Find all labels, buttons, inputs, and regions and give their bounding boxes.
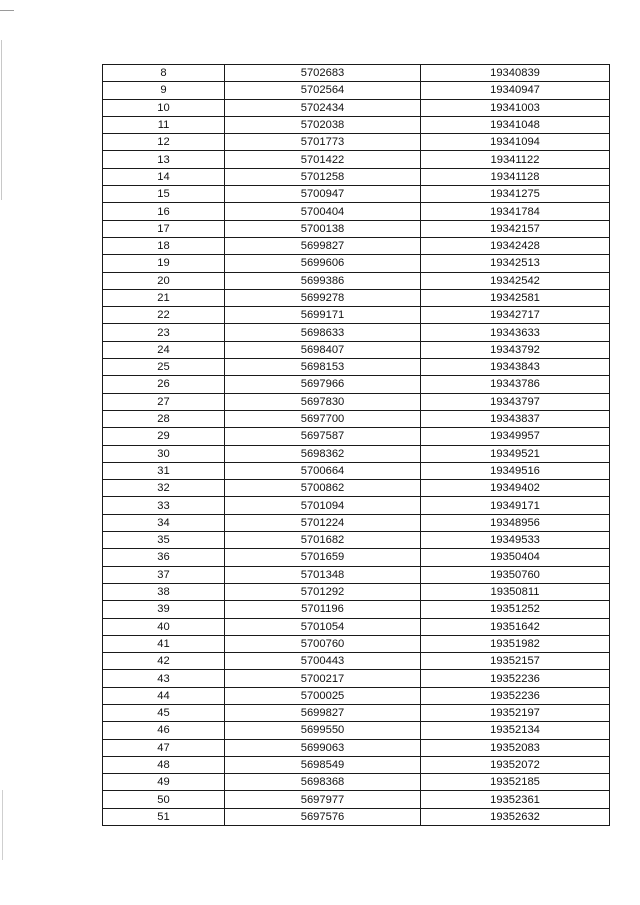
- point-number-cell: 27: [103, 393, 225, 410]
- point-number-cell: 30: [103, 445, 225, 462]
- y-coordinate-cell: 19341122: [421, 151, 610, 168]
- x-coordinate-cell: 5698549: [225, 756, 421, 773]
- x-coordinate-cell: 5701348: [225, 566, 421, 583]
- scan-artifact: [1, 40, 2, 200]
- y-coordinate-cell: 19352157: [421, 653, 610, 670]
- y-coordinate-cell: 19342428: [421, 237, 610, 254]
- point-number-cell: 51: [103, 808, 225, 825]
- point-number-cell: 41: [103, 635, 225, 652]
- point-number-cell: 12: [103, 134, 225, 151]
- x-coordinate-cell: 5697966: [225, 376, 421, 393]
- x-coordinate-cell: 5700760: [225, 635, 421, 652]
- y-coordinate-cell: 19350811: [421, 583, 610, 600]
- y-coordinate-cell: 19342157: [421, 220, 610, 237]
- table-row: [103, 808, 610, 825]
- point-number-cell: 13: [103, 151, 225, 168]
- y-coordinate-cell: 19351642: [421, 618, 610, 635]
- y-coordinate-cell: 19342513: [421, 255, 610, 272]
- point-number-cell: 34: [103, 514, 225, 531]
- point-number-cell: 49: [103, 774, 225, 791]
- x-coordinate-cell: 5700664: [225, 462, 421, 479]
- y-coordinate-cell: 19351252: [421, 601, 610, 618]
- point-number-cell: 38: [103, 583, 225, 600]
- point-number-cell: 29: [103, 428, 225, 445]
- table-row: [103, 497, 610, 514]
- point-number-cell: 37: [103, 566, 225, 583]
- table-row: [103, 635, 610, 652]
- y-coordinate-cell: 19343837: [421, 410, 610, 427]
- y-coordinate-cell: 19341003: [421, 99, 610, 116]
- y-coordinate-cell: 19352236: [421, 687, 610, 704]
- table-row: [103, 307, 610, 324]
- table-row: [103, 618, 610, 635]
- x-coordinate-cell: 5702683: [225, 65, 421, 82]
- point-number-cell: 32: [103, 480, 225, 497]
- table-row: [103, 116, 610, 133]
- point-number-cell: 39: [103, 601, 225, 618]
- y-coordinate-cell: 19342542: [421, 272, 610, 289]
- x-coordinate-cell: 5699386: [225, 272, 421, 289]
- x-coordinate-cell: 5700947: [225, 186, 421, 203]
- point-number-cell: 40: [103, 618, 225, 635]
- table-row: [103, 324, 610, 341]
- x-coordinate-cell: 5701659: [225, 549, 421, 566]
- table-row: [103, 445, 610, 462]
- point-number-cell: 36: [103, 549, 225, 566]
- y-coordinate-cell: 19352083: [421, 739, 610, 756]
- point-number-cell: 15: [103, 186, 225, 203]
- x-coordinate-cell: 5699278: [225, 289, 421, 306]
- point-number-cell: 11: [103, 116, 225, 133]
- y-coordinate-cell: 19352236: [421, 670, 610, 687]
- table-row: [103, 393, 610, 410]
- table-row: [103, 687, 610, 704]
- y-coordinate-cell: 19349533: [421, 532, 610, 549]
- x-coordinate-cell: 5701196: [225, 601, 421, 618]
- x-coordinate-cell: 5701422: [225, 151, 421, 168]
- point-number-cell: 26: [103, 376, 225, 393]
- point-number-cell: 50: [103, 791, 225, 808]
- y-coordinate-cell: 19352632: [421, 808, 610, 825]
- table-row: [103, 65, 610, 82]
- point-number-cell: 8: [103, 65, 225, 82]
- y-coordinate-cell: 19349516: [421, 462, 610, 479]
- x-coordinate-cell: 5699063: [225, 739, 421, 756]
- y-coordinate-cell: 19341128: [421, 168, 610, 185]
- table-row: [103, 186, 610, 203]
- table-row: [103, 514, 610, 531]
- x-coordinate-cell: 5701054: [225, 618, 421, 635]
- point-number-cell: 14: [103, 168, 225, 185]
- table-row: [103, 670, 610, 687]
- point-number-cell: 25: [103, 359, 225, 376]
- table-row: [103, 601, 610, 618]
- point-number-cell: 28: [103, 410, 225, 427]
- y-coordinate-cell: 19352134: [421, 722, 610, 739]
- y-coordinate-cell: 19340947: [421, 82, 610, 99]
- x-coordinate-cell: 5701292: [225, 583, 421, 600]
- point-number-cell: 21: [103, 289, 225, 306]
- point-number-cell: 45: [103, 704, 225, 721]
- x-coordinate-cell: 5698368: [225, 774, 421, 791]
- x-coordinate-cell: 5700025: [225, 687, 421, 704]
- coordinates-table-body: [103, 65, 610, 826]
- x-coordinate-cell: 5698407: [225, 341, 421, 358]
- y-coordinate-cell: 19348956: [421, 514, 610, 531]
- scan-artifact: [2, 790, 3, 860]
- y-coordinate-cell: 19340839: [421, 65, 610, 82]
- point-number-cell: 10: [103, 99, 225, 116]
- table-row: [103, 722, 610, 739]
- y-coordinate-cell: 19349171: [421, 497, 610, 514]
- x-coordinate-cell: 5697587: [225, 428, 421, 445]
- y-coordinate-cell: 19349521: [421, 445, 610, 462]
- x-coordinate-cell: 5698362: [225, 445, 421, 462]
- y-coordinate-cell: 19350760: [421, 566, 610, 583]
- x-coordinate-cell: 5700443: [225, 653, 421, 670]
- table-row: [103, 237, 610, 254]
- x-coordinate-cell: 5702564: [225, 82, 421, 99]
- point-number-cell: 17: [103, 220, 225, 237]
- x-coordinate-cell: 5697700: [225, 410, 421, 427]
- y-coordinate-cell: 19343786: [421, 376, 610, 393]
- x-coordinate-cell: 5699827: [225, 704, 421, 721]
- point-number-cell: 43: [103, 670, 225, 687]
- y-coordinate-cell: 19349957: [421, 428, 610, 445]
- x-coordinate-cell: 5699171: [225, 307, 421, 324]
- point-number-cell: 47: [103, 739, 225, 756]
- y-coordinate-cell: 19342717: [421, 307, 610, 324]
- table-row: [103, 134, 610, 151]
- x-coordinate-cell: 5701773: [225, 134, 421, 151]
- x-coordinate-cell: 5702038: [225, 116, 421, 133]
- point-number-cell: 31: [103, 462, 225, 479]
- y-coordinate-cell: 19342581: [421, 289, 610, 306]
- x-coordinate-cell: 5698153: [225, 359, 421, 376]
- x-coordinate-cell: 5699550: [225, 722, 421, 739]
- table-row: [103, 739, 610, 756]
- table-row: [103, 376, 610, 393]
- y-coordinate-cell: 19343797: [421, 393, 610, 410]
- x-coordinate-cell: 5699606: [225, 255, 421, 272]
- table-row: [103, 410, 610, 427]
- table-row: [103, 791, 610, 808]
- table-row: [103, 99, 610, 116]
- y-coordinate-cell: 19352185: [421, 774, 610, 791]
- table-row: [103, 549, 610, 566]
- table-row: [103, 168, 610, 185]
- coordinates-table: [102, 64, 610, 826]
- x-coordinate-cell: 5700138: [225, 220, 421, 237]
- point-number-cell: 46: [103, 722, 225, 739]
- y-coordinate-cell: 19350404: [421, 549, 610, 566]
- table-row: [103, 272, 610, 289]
- table-row: [103, 480, 610, 497]
- y-coordinate-cell: 19349402: [421, 480, 610, 497]
- x-coordinate-cell: 5700862: [225, 480, 421, 497]
- table-row: [103, 653, 610, 670]
- point-number-cell: 16: [103, 203, 225, 220]
- table-row: [103, 756, 610, 773]
- y-coordinate-cell: 19341094: [421, 134, 610, 151]
- table-row: [103, 220, 610, 237]
- table-row: [103, 289, 610, 306]
- x-coordinate-cell: 5697977: [225, 791, 421, 808]
- x-coordinate-cell: 5702434: [225, 99, 421, 116]
- x-coordinate-cell: 5701224: [225, 514, 421, 531]
- y-coordinate-cell: 19343843: [421, 359, 610, 376]
- x-coordinate-cell: 5698633: [225, 324, 421, 341]
- x-coordinate-cell: 5697830: [225, 393, 421, 410]
- x-coordinate-cell: 5701682: [225, 532, 421, 549]
- x-coordinate-cell: 5697576: [225, 808, 421, 825]
- scan-artifact: [0, 10, 14, 11]
- point-number-cell: 9: [103, 82, 225, 99]
- table-row: [103, 566, 610, 583]
- y-coordinate-cell: 19343633: [421, 324, 610, 341]
- y-coordinate-cell: 19352361: [421, 791, 610, 808]
- x-coordinate-cell: 5700404: [225, 203, 421, 220]
- x-coordinate-cell: 5699827: [225, 237, 421, 254]
- point-number-cell: 35: [103, 532, 225, 549]
- table-row: [103, 341, 610, 358]
- y-coordinate-cell: 19341784: [421, 203, 610, 220]
- point-number-cell: 20: [103, 272, 225, 289]
- y-coordinate-cell: 19351982: [421, 635, 610, 652]
- y-coordinate-cell: 19343792: [421, 341, 610, 358]
- point-number-cell: 22: [103, 307, 225, 324]
- table-row: [103, 583, 610, 600]
- point-number-cell: 24: [103, 341, 225, 358]
- point-number-cell: 48: [103, 756, 225, 773]
- table-row: [103, 704, 610, 721]
- y-coordinate-cell: 19341048: [421, 116, 610, 133]
- table-row: [103, 203, 610, 220]
- y-coordinate-cell: 19352072: [421, 756, 610, 773]
- x-coordinate-cell: 5701258: [225, 168, 421, 185]
- x-coordinate-cell: 5701094: [225, 497, 421, 514]
- table-row: [103, 359, 610, 376]
- y-coordinate-cell: 19341275: [421, 186, 610, 203]
- x-coordinate-cell: 5700217: [225, 670, 421, 687]
- table-row: [103, 428, 610, 445]
- y-coordinate-cell: 19352197: [421, 704, 610, 721]
- point-number-cell: 18: [103, 237, 225, 254]
- table-row: [103, 82, 610, 99]
- table-row: [103, 774, 610, 791]
- table-row: [103, 532, 610, 549]
- table-row: [103, 255, 610, 272]
- table-row: [103, 462, 610, 479]
- point-number-cell: 44: [103, 687, 225, 704]
- point-number-cell: 23: [103, 324, 225, 341]
- point-number-cell: 42: [103, 653, 225, 670]
- point-number-cell: 19: [103, 255, 225, 272]
- point-number-cell: 33: [103, 497, 225, 514]
- table-row: [103, 151, 610, 168]
